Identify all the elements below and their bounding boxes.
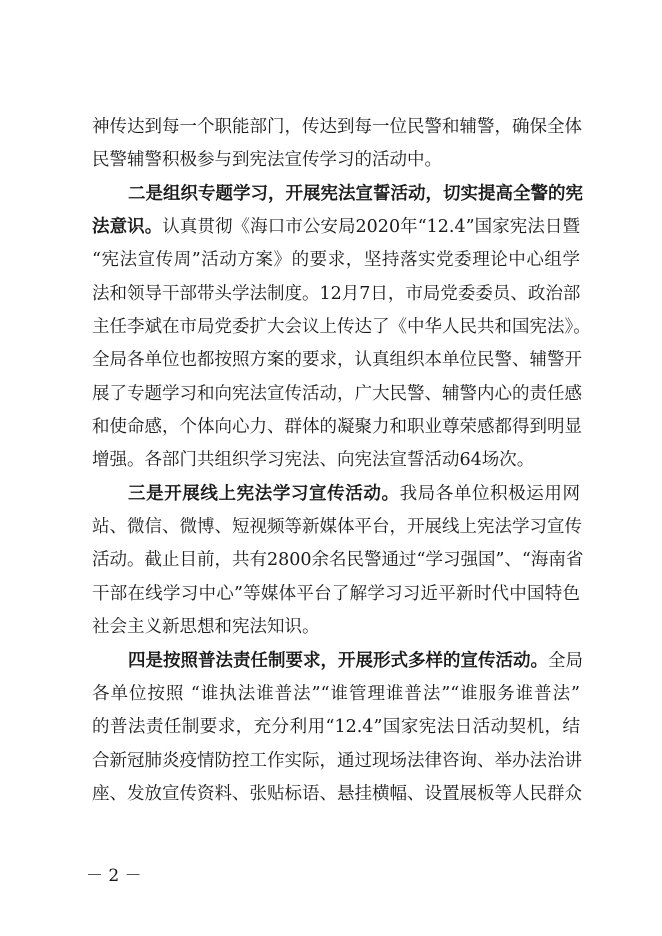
paragraph-heading: 二是组织专题学习，开展宪法宣誓活动，切实提高全警的宪 (128, 183, 583, 204)
paragraph-heading: 四是按照普法责任制要求，开展形式多样的宣传活动。 (128, 650, 548, 671)
text-line: 全局各单位也都按照方案的要求，认真组织本单位民警、辅警开 (92, 350, 582, 371)
document-body (92, 111, 591, 811)
text-run: 我局各单位积极运用网 (399, 483, 580, 504)
paragraph-heading: 法意识。 (92, 217, 163, 238)
text-line: 民警辅警积极参与到宪法宣传学习的活动中。 (92, 150, 442, 171)
text-run: 全局 (548, 650, 583, 671)
text-line: 增强。各部门共组织学习宪法、向宪法宣誓活动64场次。 (92, 450, 535, 471)
text-line (92, 645, 583, 678)
text-run: 认真贯彻《海口市公安局2020年“12.4”国家宪法日暨 (162, 217, 580, 238)
text-line: 合新冠肺炎疫情防控工作实际，通过现场法律咨询、举办法治讲 (92, 750, 582, 771)
text-line: 和使命感，个体向心力、群体的凝聚力和职业尊荣感都得到明显 (92, 417, 582, 438)
text-line: 社会主义新思想和宪法知识。 (92, 617, 320, 638)
text-line (92, 478, 580, 511)
text-line: 主任李斌在市局党委扩大会议上传达了《中华人民共和国宪法》。 (92, 317, 591, 338)
text-line (92, 178, 583, 211)
text-line: 的普法责任制要求，充分利用“12.4”国家宪法日活动契机，结 (92, 717, 580, 738)
text-line: 神传达到每一个职能部门，传达到每一位民警和辅警，确保全体 (92, 117, 582, 137)
text-line: 干部在线学习中心”等媒体平台了解学习习近平新时代中国特色 (92, 583, 580, 604)
text-line (92, 211, 580, 244)
text-line: 各单位按照 “谁执法谁普法”“谁管理谁普法”“谁服务谁普法” (92, 683, 580, 704)
text-line: 展了专题学习和向宪法宣传活动，广大民警、辅警内心的责任感 (92, 383, 582, 404)
text-line: “宪法宣传周”活动方案》的要求，坚持落实党委理论中心组学 (92, 250, 580, 271)
page-number: － 2 － (86, 866, 142, 886)
text-line: 活动。截止目前，共有2800余名民警通过“学习强国”、“海南省 (92, 550, 584, 571)
paragraph-heading: 三是开展线上宪法学习宣传活动。 (128, 483, 400, 504)
text-line: 站、微信、微博、短视频等新媒体平台，开展线上宪法学习宣传 (92, 517, 582, 538)
text-line: 座、发放宣传资料、张贴标语、悬挂横幅、设置展板等人民群众 (92, 783, 582, 804)
text-line: 法和领导干部带头学法制度。12月7日，市局党委委员、政治部 (92, 283, 581, 304)
